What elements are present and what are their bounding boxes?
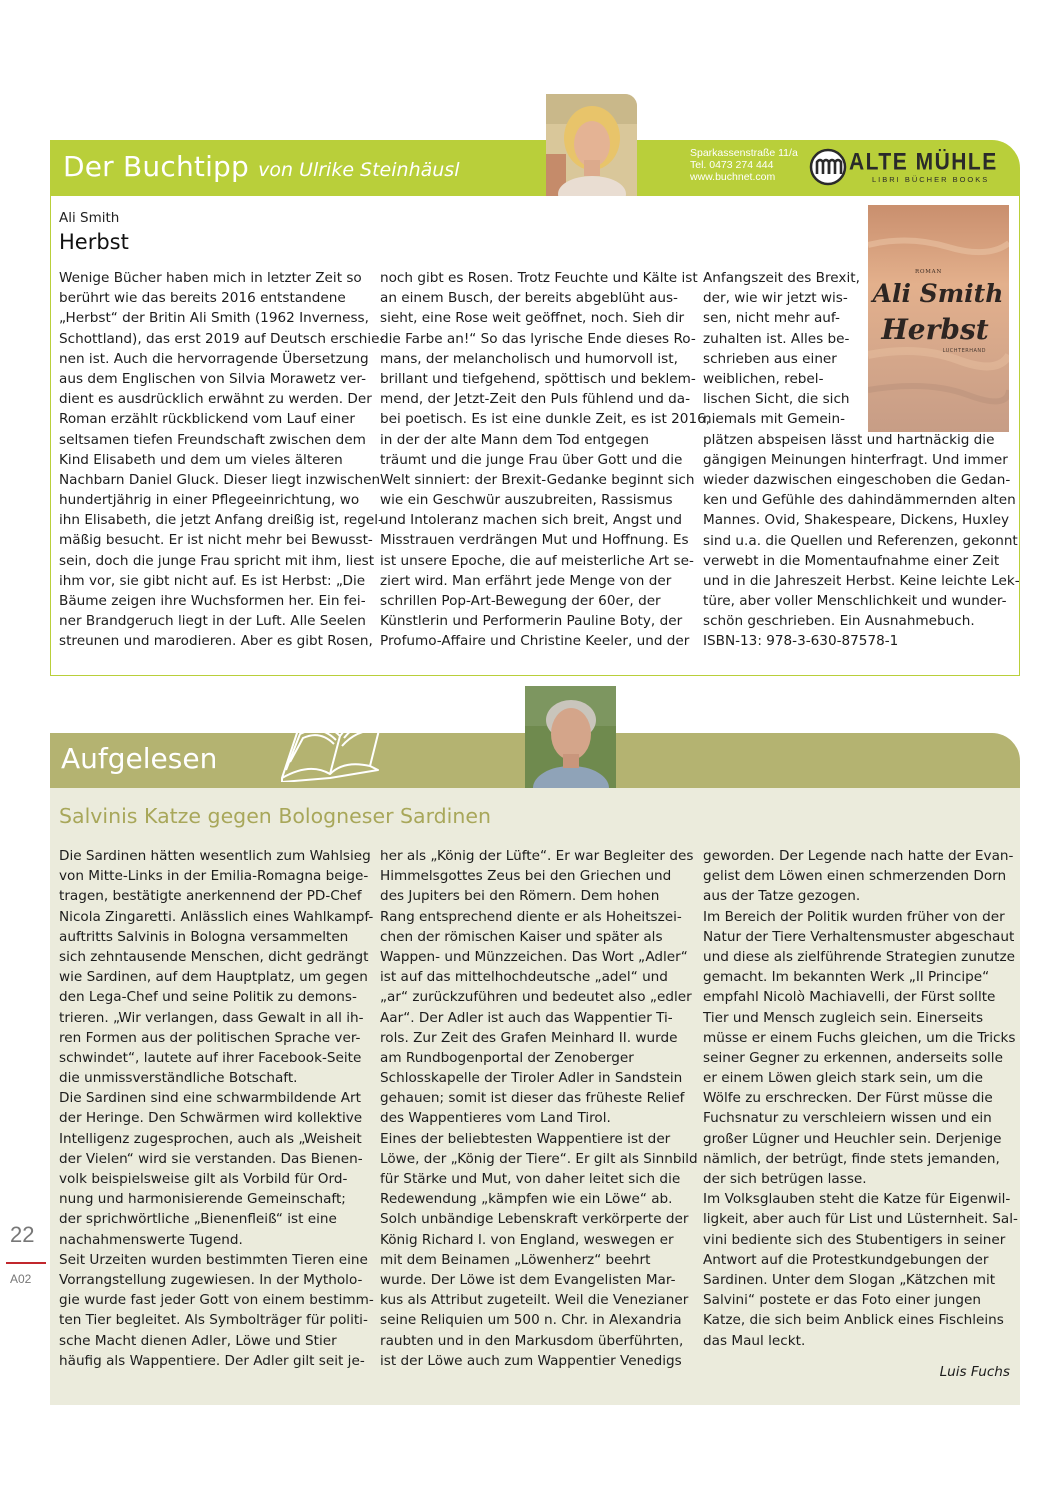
mill-logo-icon (808, 147, 848, 187)
text-line: brillant und tiefgehend, spöttisch und beklem- (380, 370, 696, 387)
text-line: an einem Busch, der bereits abgeblüht aus- (380, 290, 678, 307)
text-line: tragen, bestätigte anerkennend der PD-Chef (59, 888, 362, 905)
aufgelesen-column-2 (380, 846, 698, 1371)
text-line: gemacht. Im bekannten Werk „Il Principe“ (703, 969, 990, 986)
text-line: das Maul leckt. (703, 1332, 806, 1349)
text-line: streunen und marodieren. Aber es gibt Rosen, (59, 633, 373, 650)
text-line: mend, der Jetzt-Zeit den Puls fühlend und da- (380, 391, 691, 408)
aufgelesen-column-1 (59, 846, 374, 1371)
text-line: schön geschrieben. Ein Ausnahmebuch. (703, 613, 975, 630)
text-line: Vorrangstellung zugewiesen. In der Mytholo- (59, 1271, 363, 1288)
text-line: Redewendung „kämpfen wie ein Löwe“ ab. (380, 1191, 673, 1208)
text-line: „ar“ zurückzuführen und bedeutet also „edler (380, 989, 692, 1006)
text-line: ist auf das mittelhochdeutsche „adel“ und (380, 969, 668, 986)
page-number: 22 (10, 1222, 35, 1247)
text-line: Im Volksglauben steht die Katze für Eigenwil- (703, 1191, 1011, 1208)
text-line: von Mitte-Links in der Emilia-Romagna beige- (59, 868, 369, 885)
text-line: Roman erzählt rückblickend vom Lauf einer (59, 411, 355, 428)
text-line: in der der alte Mann dem Tod entgegen (380, 431, 649, 448)
text-line: Wappen- und Münzzeichen. Das Wort „Adler“ (380, 948, 688, 965)
text-line: Welt sinniert: der Brexit-Gedanke beginnt sich (380, 471, 695, 488)
buchtipp-title-main: Der Buchtipp (63, 150, 249, 183)
cover-title: Herbst (881, 313, 989, 346)
text-line: der sprichwörtliche „Bienenfleiß“ ist eine (59, 1211, 337, 1228)
text-line: Tier und Mensch zugleich sein. Einerseits (703, 1009, 984, 1026)
cover-author: Ali Smith (872, 279, 1004, 308)
text-line: schwindet“, lautete auf ihrer Facebook-Seite (59, 1049, 362, 1066)
text-line: Rang entsprechend diente er als Hoheitszei- (380, 908, 682, 925)
text-line: Schlosskapelle der Tiroler Adler in Sandstein (380, 1070, 683, 1087)
text-line: wurde. Der Löwe ist dem Evangelisten Mar- (380, 1271, 676, 1288)
text-line: Antwort auf die Protestkundgebungen der (703, 1251, 989, 1268)
book-title: Herbst (59, 230, 129, 254)
buchtipp-byline: von Ulrike Steinhäusl (258, 159, 460, 181)
text-line: trieren. „Wir verlangen, dass Gewalt in all ih- (59, 1009, 364, 1026)
text-line: Wölfe zu erschrecken. Der Fürst müsse die (703, 1090, 993, 1107)
folio-rule (6, 1262, 46, 1264)
text-line: gehauen; somit ist dieser das früheste Relief (380, 1090, 685, 1107)
text-line: kus als Attribut zugeteilt. Weil die Venezianer (380, 1292, 689, 1309)
text-line: der sich betrügen lasse. (703, 1171, 867, 1187)
text-line: Sardinen. Unter dem Slogan „Kätzchen mit (703, 1271, 996, 1288)
text-line: niemals mit Gemein- (703, 411, 845, 428)
reviewer-photo (546, 94, 637, 196)
book-cover (868, 205, 1009, 432)
text-line: und Intoleranz machen sich breit, Angst und (380, 512, 682, 529)
page-code: A02 (10, 1272, 32, 1286)
text-line: ihm vor, sie gibt nicht auf. Es ist Herbst: „Die (59, 572, 366, 589)
text-line: ken und Gefühle des dahindämmernden alten (703, 492, 1016, 509)
cover-publisher: LUCHTERHAND (942, 348, 986, 354)
text-line: er einem Löwen gleich stark sein, um die (703, 1070, 983, 1087)
logo-subtitle: LIBRI BÜCHER BOOKS (872, 175, 990, 184)
text-line: schrieben aus einer (703, 350, 837, 367)
text-line: vini bediente sich des Stubentigers in seiner (703, 1231, 1006, 1248)
text-line: sieht, eine Rose weit geöffnet, noch. Sieh dir (380, 310, 685, 327)
shop-address-phone: Tel. 0473 274 444 (690, 159, 774, 171)
text-line: Die Sardinen sind eine schwarmbildende Art (59, 1090, 361, 1107)
text-line: des Wappentieres vom Land Tirol. (380, 1110, 611, 1127)
text-line: wie ein Geschwür auszubreiten, Rassismus (380, 492, 673, 509)
text-line: schrillen Pop-Art-Bewegung der 60er, der (380, 593, 661, 609)
text-line: gängigen Meinungen hinterfragt. Und immer (703, 451, 1008, 468)
text-line: bei poetisch. Es ist eine dunkle Zeit, es ist 2016, (380, 411, 711, 428)
text-line: Löwe, der „König der Tiere“. Er gilt als Sinnbild (380, 1150, 698, 1167)
text-line: Katze, die sich beim Anblick eines Fischleins (703, 1312, 1004, 1329)
text-line: berührt wie das bereits 2016 entstandene (59, 290, 346, 307)
text-line: „Herbst“ der Britin Ali Smith (1962 Inverness, (59, 310, 369, 327)
text-line: nachahmenswerte Tugend. (59, 1231, 243, 1248)
text-line: Fuchsnatur zu verschleiern wissen und ein (703, 1110, 992, 1127)
text-line: sche Macht dienen Adler, Löwe und Stier (59, 1332, 337, 1349)
text-line: Solch unbändige Lebenskraft verkörperte der (380, 1211, 689, 1228)
text-line: Wenige Bücher haben mich in letzter Zeit so (59, 270, 362, 286)
text-line: her als „König der Lüfte“. Er war Begleiter des (380, 848, 694, 864)
buchtipp-column-3-narrow (703, 268, 860, 430)
text-line: Die Sardinen hätten wesentlich zum Wahlsieg (59, 848, 371, 864)
article-headline: Salvinis Katze gegen Bologneser Sardinen (59, 804, 491, 828)
text-line: König Richard I. von England, weswegen er (380, 1231, 674, 1248)
buchtipp-column-2 (380, 268, 710, 652)
text-line: sein, doch die junge Frau spricht mit ihm, liest (59, 552, 375, 569)
text-line: ihn Elisabeth, die jetzt Anfang dreißig ist, regel- (59, 512, 383, 529)
text-line: noch gibt es Rosen. Trotz Feuchte und Kälte ist (380, 270, 698, 286)
text-line: nämlich, der betrügt, finde stets jemanden, (703, 1150, 1000, 1167)
text-line: weiblichen, rebel- (703, 370, 824, 387)
text-line: der Vielen“ wird sie verstanden. Das Bienen- (59, 1150, 363, 1167)
text-line: wie Sardinen, auf dem Hauptplatz, um gegen (59, 969, 368, 986)
text-line: Künstlerin und Performerin Pauline Boty, der (380, 613, 683, 630)
text-line: geworden. Der Legende nach hatte der Evan- (703, 848, 1014, 864)
aufgelesen-column-3 (703, 846, 1018, 1351)
text-line: großer Lügner und Heuchler sein. Derjenige (703, 1130, 1002, 1147)
text-line: sind u.a. die Quellen und Referenzen, gekonnt (703, 532, 1018, 549)
open-book-icon (278, 708, 386, 782)
shop-address (690, 147, 802, 183)
text-line: nen ist. Auch die hervorragende Übersetzung (59, 350, 369, 367)
text-line: seiner Gegner zu erkennen, anderseits solle (703, 1049, 1003, 1066)
text-line: ner Brandgeruch liegt in der Luft. Alle Seelen (59, 613, 366, 630)
text-line: aus der Tatze gezogen. (703, 888, 861, 905)
text-line: nung und harmonisierende Gemeinschaft; (59, 1191, 346, 1208)
text-line: die Farbe an!“ So das lyrische Ende dieses Ro- (380, 330, 696, 347)
text-line: Profumo-Affaire und Christine Keeler, und der (380, 633, 690, 650)
text-line: Seit Urzeiten wurden bestimmten Tieren eine (59, 1251, 368, 1268)
buchtipp-column-1 (59, 268, 384, 652)
text-line: der, wie wir jetzt wis- (703, 290, 848, 307)
text-line: auftritts Salvinis in Bologna versammelten (59, 928, 349, 945)
text-line: Nachbarn Daniel Gluck. Dieser liegt inzwischen (59, 471, 381, 488)
text-line: häufig als Wappentiere. Der Adler gilt seit je- (59, 1352, 365, 1369)
text-line: seine Reliquien um 500 n. Chr. in Alexandria (380, 1312, 682, 1329)
text-line: Kind Elisabeth und dem um vieles älteren (59, 451, 343, 468)
text-line: Eines der beliebtesten Wappentiere ist der (380, 1130, 671, 1147)
logo-name: ALTE MÜHLE (849, 149, 998, 176)
text-line: ist der Löwe auch zum Wappentier Venedigs (380, 1352, 682, 1369)
cover-label: ROMAN (915, 269, 943, 275)
text-line: Intelligenz zugesprochen, auch als „Weisheit (59, 1130, 362, 1147)
author-photo (525, 686, 616, 788)
book-author: Ali Smith (59, 210, 120, 226)
text-line: Schottland), das erst 2019 auf Deutsch erschie- (59, 330, 385, 347)
text-line: gie wurde fast jeder Gott von einem bestimm- (59, 1292, 374, 1309)
text-line: mäßig besucht. Er ist nicht mehr bei Bewusst- (59, 532, 373, 549)
text-line: des Jupiters bei den Römern. Dem hohen (380, 888, 660, 905)
text-line: die unmissverständliche Botschaft. (59, 1070, 298, 1087)
text-line: Aar“. Der Adler ist auch das Wappentier Ti- (380, 1009, 673, 1026)
text-line: für Stärke und Mut, von daher leitet sich die (380, 1171, 681, 1187)
shop-address-web: www.buchnet.com (690, 171, 776, 183)
text-line: sen, nicht mehr auf- (703, 310, 840, 327)
text-line: plätzen abspeisen lässt und hartnäckig die (703, 431, 995, 448)
buchtipp-column-3-wide (703, 430, 1020, 652)
text-line: Anfangszeit des Brexit, (703, 270, 860, 286)
shop-address-street: Sparkassenstraße 11/a (690, 147, 798, 159)
text-line: Bäume zeigen ihre Wuchsformen her. Ein fei- (59, 593, 366, 609)
text-line: ren Formen aus der politischen Sprache ver- (59, 1029, 361, 1046)
text-line: verwebt in die Momentaufnahme einer Zeit (703, 552, 1000, 569)
text-line: zuhalten ist. Alles be- (703, 330, 850, 347)
text-line: Nicola Zingaretti. Anlässlich eines Wahlkampf- (59, 908, 374, 925)
text-line: am Rundbogenportal der Zenoberger (380, 1049, 634, 1066)
text-line: empfahl Nicolò Machiavelli, der Fürst sollte (703, 989, 996, 1006)
text-line: der Heringe. Den Schwärmen wird kollektive (59, 1110, 363, 1127)
text-line: träumt und die junge Frau über Gott und die (380, 451, 683, 468)
text-line: wieder dazwischen eingeschoben die Gedan- (703, 471, 1011, 488)
text-line: raubten und in den Markusdom überführten, (380, 1332, 684, 1349)
text-line: Natur der Tiere Verhaltensmuster abgeschaut (703, 928, 1015, 945)
text-line: Salvini“ postete er das Foto einer jungen (703, 1292, 981, 1309)
text-line: ziert wird. Man erfährt jede Menge von der (380, 572, 672, 589)
text-line: Mannes. Ovid, Shakespeare, Dickens, Huxley (703, 512, 1010, 529)
text-line: ligkeit, aber auch für List und Lüsternheit. Sal- (703, 1211, 1018, 1228)
text-line: lischen Sicht, die sich (703, 391, 850, 408)
text-line: Im Bereich der Politik wurden früher von der (703, 908, 1005, 925)
text-line: gelist dem Löwen einen schmerzenden Dorn (703, 868, 1007, 885)
buchtipp-title (63, 150, 459, 183)
text-line: türe, aber voller Menschlichkeit und wunder- (703, 593, 1007, 610)
article-author: Luis Fuchs (939, 1364, 1010, 1380)
text-line: sich zehntausende Menschen, dicht gedrängt (59, 948, 369, 965)
text-line: dient es ausdrücklich erwähnt zu werden. Der (59, 391, 372, 408)
aufgelesen-title: Aufgelesen (61, 742, 218, 775)
text-line: mans, der melancholisch und humorvoll ist, (380, 350, 678, 367)
text-line: Misstrauen verdrängen Mut und Hoffnung. Es (380, 532, 689, 549)
alte-muehle-logo (808, 146, 998, 188)
text-line: und diese als zielführende Strategien zunutze (703, 948, 1015, 965)
text-line: ISBN-13: 978-3-630-87578-1 (703, 633, 899, 650)
text-line: seltsamen tiefen Freundschaft zwischen dem (59, 431, 366, 448)
text-line: aus dem Englischen von Silvia Morawetz ver- (59, 370, 366, 387)
text-line: volk beispielsweise gilt als Vorbild für Ord- (59, 1171, 348, 1187)
text-line: hundertjährig in einer Pflegeeinrichtung, wo (59, 492, 360, 509)
text-line: und in die Jahreszeit Herbst. Keine leichte Lek- (703, 572, 1020, 589)
text-line: mit dem Beinamen „Löwenherz“ beehrt (380, 1251, 651, 1268)
text-line: rols. Zur Zeit des Grafen Meinhard II. wurde (380, 1029, 678, 1046)
text-line: ist unsere Epoche, die auf meisterliche Art se- (380, 552, 694, 569)
text-line: müsse er einem Fuchs gleichen, um die Tricks (703, 1029, 1016, 1046)
text-line: Himmelsgottes Zeus bei den Griechen und (380, 868, 672, 885)
text-line: den Lega-Chef und seine Politik zu demons- (59, 989, 357, 1006)
text-line: chen der römischen Kaiser und später als (380, 928, 663, 945)
text-line: ten Tier begleitet. Als Symbolträger für politi- (59, 1312, 368, 1329)
